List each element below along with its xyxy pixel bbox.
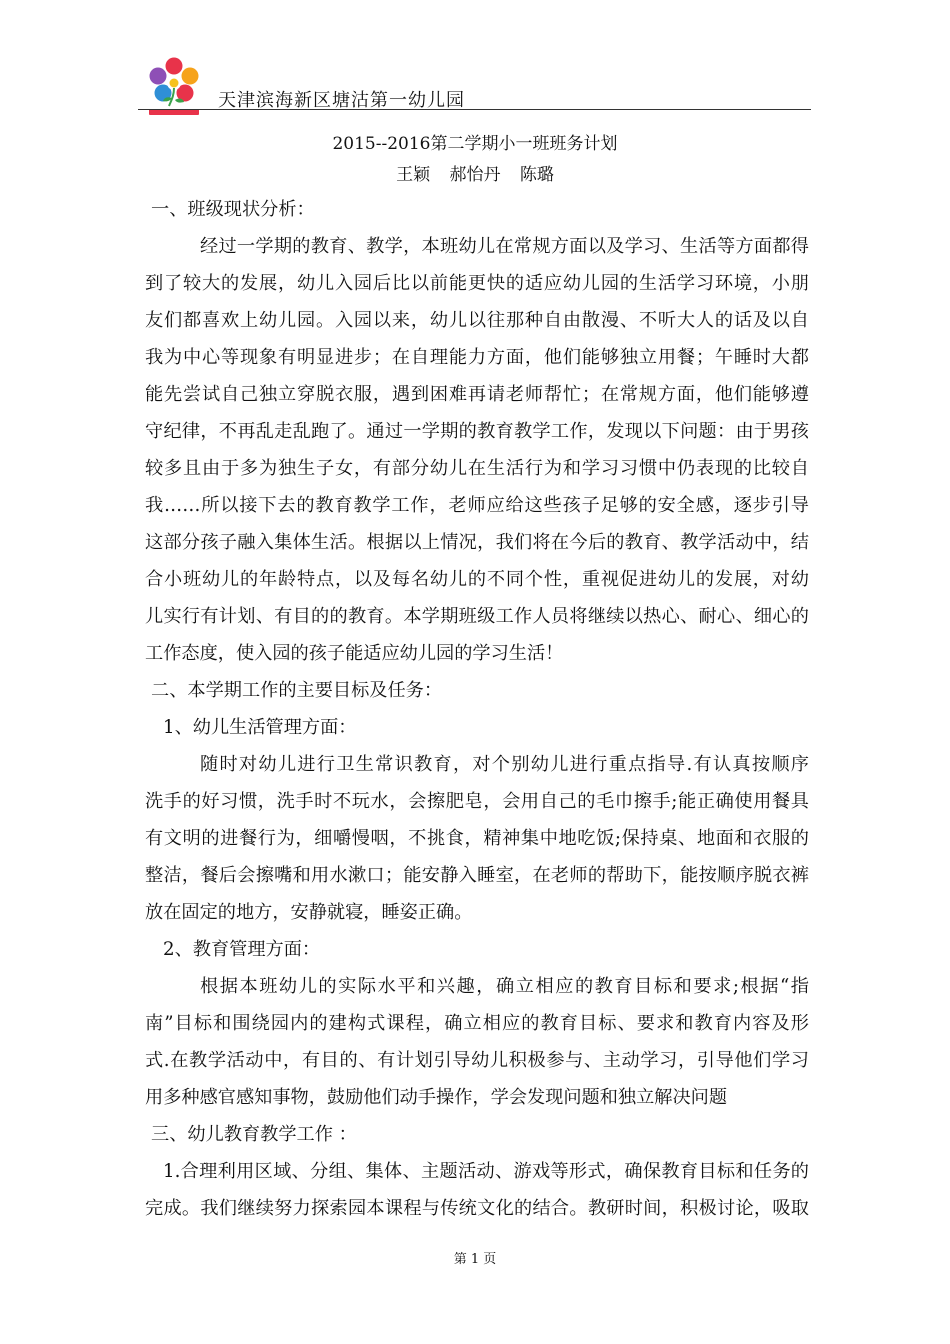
document-authors: 王颖 郝怡丹 陈璐 [396, 165, 554, 185]
paragraph-line: 能先尝试自己独立穿脱衣服，遇到困难再请老师帮忙；在常规方面，他们能够遵 [145, 384, 809, 405]
paragraph-line: 工作态度，使入园的孩子能适应幼儿园的学习生活！ [145, 643, 564, 664]
paragraph-line: 我为中心等现象有明显进步；在自理能力方面，他们能够独立用餐；午睡时大都 [145, 347, 809, 368]
paragraph-line: 儿实行有计划、有目的的教育。本学期班级工作人员将继续以热心、耐心、细心的 [145, 606, 809, 627]
paragraph-line: 1.合理利用区域、分组、集体、主题活动、游戏等形式，确保教育目标和任务的 [163, 1161, 809, 1182]
header-divider [138, 109, 811, 110]
kindergarten-logo [143, 54, 205, 116]
subsection-heading-2-1: 1、幼儿生活管理方面： [163, 717, 357, 738]
paragraph-line: 洗手的好习惯，洗手时不玩水，会擦肥皂，会用自己的毛巾擦手;能正确使用餐具 [145, 791, 809, 812]
paragraph-line: 放在固定的地方，安静就寝，睡姿正确。 [145, 902, 473, 923]
paragraph-line: 用多种感官感知事物，鼓励他们动手操作，学会发现问题和独立解决问题 [145, 1087, 728, 1108]
subsection-heading-2-2: 2、教育管理方面： [163, 939, 321, 960]
paragraph-line: 有文明的进餐行为，细嚼慢咽，不挑食，精神集中地吃饭;保持桌、地面和衣服的 [145, 828, 809, 849]
paragraph-line: 南”目标和围绕园内的建构式课程，确立相应的教育目标、要求和教育内容及形 [145, 1013, 809, 1034]
section-heading-2: 二、本学期工作的主要目标及任务： [151, 680, 443, 701]
paragraph-line: 较多且由于多为独生子女，有部分幼儿在生活行为和学习习惯中仍表现的比较自 [145, 458, 809, 479]
paragraph-line: 守纪律，不再乱走乱跑了。通过一学期的教育教学工作，发现以下问题：由于男孩 [145, 421, 809, 442]
document-title: 2015--2016第二学期小一班班务计划 [332, 134, 618, 154]
paragraph-line: 经过一学期的教育、教学，本班幼儿在常规方面以及学习、生活等方面都得 [200, 236, 809, 257]
paragraph-line: 随时对幼儿进行卫生常识教育，对个别幼儿进行重点指导.有认真按顺序 [200, 754, 809, 775]
paragraph-line: 整洁，餐后会擦嘴和用水漱口；能安静入睡室，在老师的帮助下，能按顺序脱衣裤 [145, 865, 809, 886]
section-heading-3: 三、幼儿教育教学工作 ： [151, 1124, 357, 1145]
document-body [145, 191, 809, 1227]
page-number: 第 1 页 [453, 1252, 497, 1267]
paragraph-line: 到了较大的发展，幼儿入园后比以前能更快的适应幼儿园的生活学习环境，小朋 [145, 273, 809, 294]
paragraph-line: 友们都喜欢上幼儿园。入园以来，幼儿以往那种自由散漫、不听大人的话及以自 [145, 310, 809, 331]
paragraph-line: 这部分孩子融入集体生活。根据以上情况，我们将在今后的教育、教学活动中，结 [145, 532, 809, 553]
kindergarten-name: 天津滨海新区塘沽第一幼儿园 [218, 90, 465, 111]
paragraph-line: 合小班幼儿的年龄特点，以及每名幼儿的不同个性，重视促进幼儿的发展，对幼 [145, 569, 809, 590]
paragraph-line: 式.在教学活动中，有目的、有计划引导幼儿积极参与、主动学习，引导他们学习 [145, 1050, 809, 1071]
paragraph-line: 我……所以接下去的教育教学工作，老师应给这些孩子足够的安全感，逐步引导 [145, 495, 809, 516]
section-heading-1: 一、班级现状分析： [151, 199, 315, 220]
paragraph-line: 根据本班幼儿的实际水平和兴趣，确立相应的教育目标和要求;根据“指 [200, 976, 809, 997]
paragraph-line: 完成。我们继续努力探索园本课程与传统文化的结合。教研时间，积极讨论，吸取 [145, 1198, 809, 1219]
